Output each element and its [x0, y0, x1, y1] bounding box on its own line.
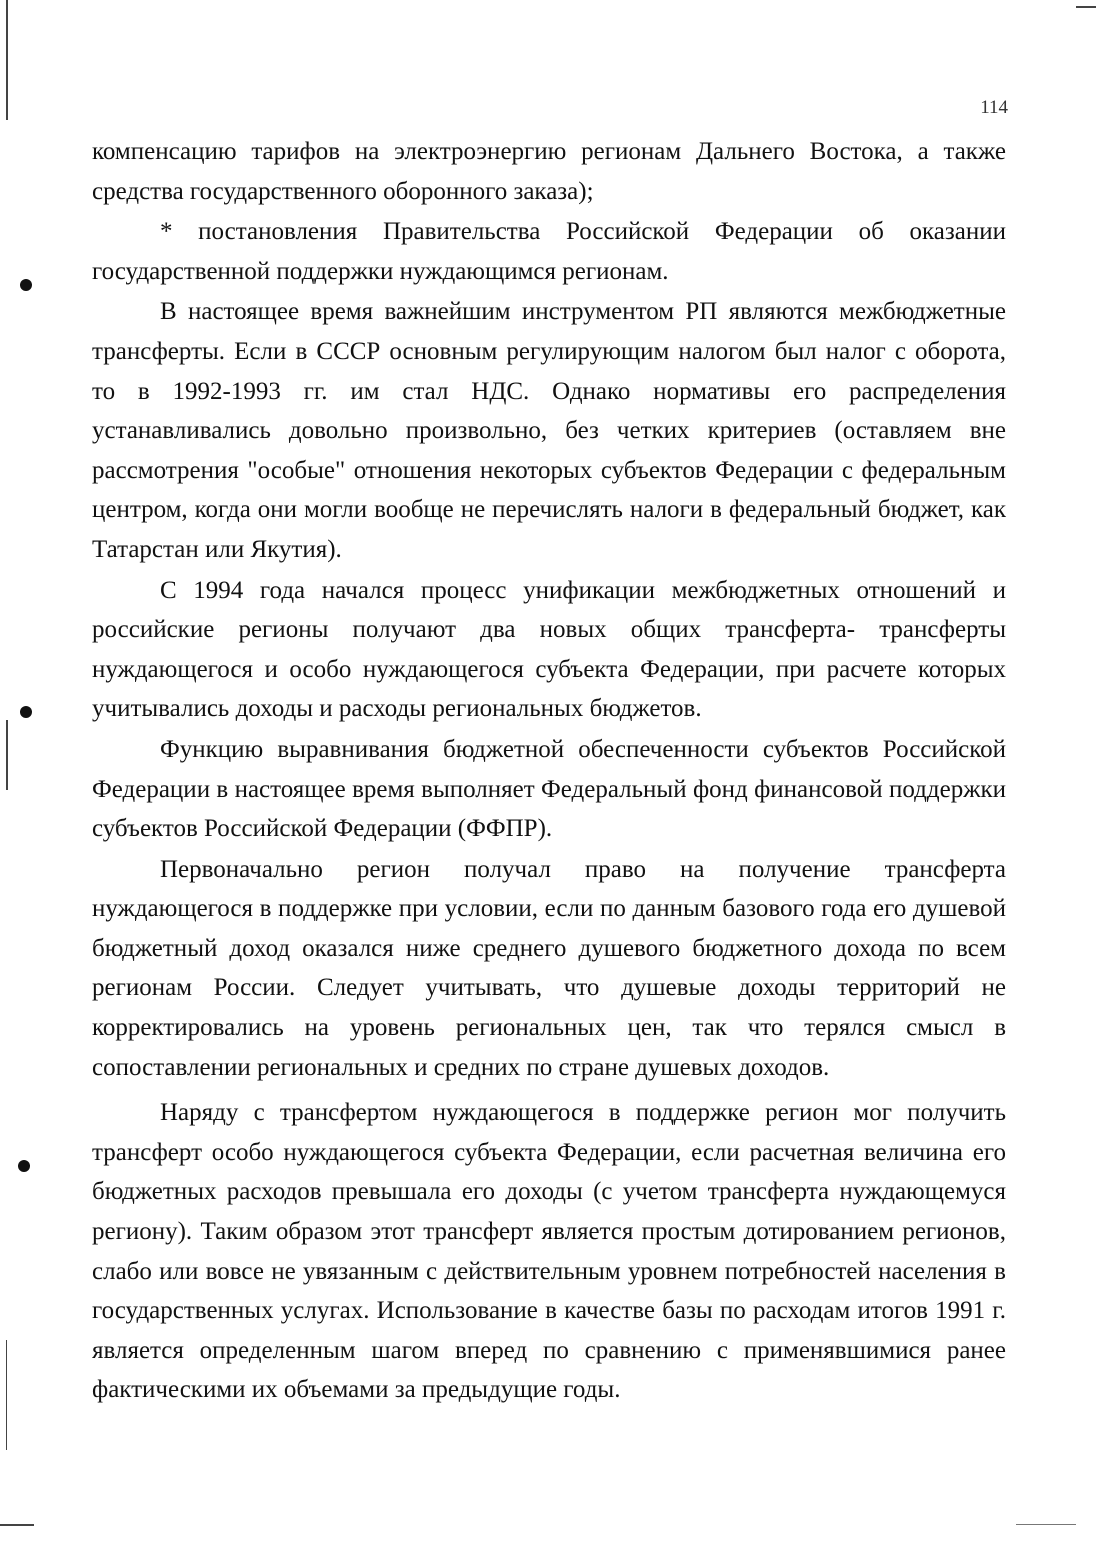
paragraph: компенсацию тарифов на электроэнергию регионам Дальнего Востока, а также средства государственного оборонного заказа);	[92, 138, 1006, 205]
scan-edge-mark	[1076, 6, 1096, 8]
scan-edge-mark	[6, 720, 8, 790]
paragraph: Первоначально регион получал право на получение трансферта нуждающегося в поддержке при условии, если по данным базового года его душевой бюджетный доход оказался ниже среднего душевого бюджетного дохода по всем регионам России. Следует учитывать, что душевые доходы территорий не корректировались на уровень региональных цен, так что терялся смысл в сопоставлении региональных и средних по стране душевых доходов.	[92, 855, 1006, 1081]
binding-hole-mark	[18, 1160, 30, 1172]
scan-edge-mark	[6, 0, 8, 120]
paragraph: Функцию выравнивания бюджетной обеспеченности субъектов Российской Федерации в настоящее время выполняет Федеральный фонд финансовой поддержки субъектов Российской Федерации (ФФПР).	[92, 735, 1006, 843]
page-number: 114	[980, 97, 1008, 118]
binding-hole-mark	[20, 279, 32, 291]
scan-edge-mark	[1016, 1524, 1076, 1525]
paragraph: В настоящее время важнейшим инструментом РП являются межбюджетные трансферты. Если в СССР основным регулирующим налогом был налог с оборота, то в 1992-1993 гг. им стал НДС. Однако нормативы его распределения устанавливались довольно произвольно, без четких критериев (оставляем вне рассмотрения "особые" отношения некоторых субъектов Федерации с федеральным центром, когда они могли вообще не перечислять налоги в федеральный бюджет, как Татарстан или Якутия).	[92, 298, 1006, 563]
scan-edge-mark	[6, 1340, 7, 1450]
binding-hole-mark	[20, 706, 32, 718]
paragraph: * постановления Правительства Российской Федерации об оказании государственной поддержки нуждающимся регионам.	[92, 218, 1006, 285]
paragraph: Наряду с трансфертом нуждающегося в поддержке регион мог получить трансферт особо нуждающегося субъекта Федерации, если расчетная величина его бюджетных расходов превышала его доходы (с учетом трансферта нуждающемуся региону). Таким образом этот трансферт является простым дотированием регионов, слабо или вовсе не увязанным с действительным уровнем потребностей населения в государственных услугах. Использование в качестве базы по расходам итогов 1991 г. является определенным шагом вперед по сравнению с применявшимися ранее фактическими их объемами за предыдущие годы.	[92, 1099, 1006, 1404]
paragraph: С 1994 года начался процесс унификации межбюджетных отношений и российские регионы получают два новых общих трансферта- трансферты нуждающегося и особо нуждающегося субъекта Федерации, при расчете которых учитывались доходы и расходы региональных бюджетов.	[92, 576, 1006, 723]
body-text	[92, 132, 1006, 1410]
scan-edge-mark	[0, 1524, 34, 1526]
